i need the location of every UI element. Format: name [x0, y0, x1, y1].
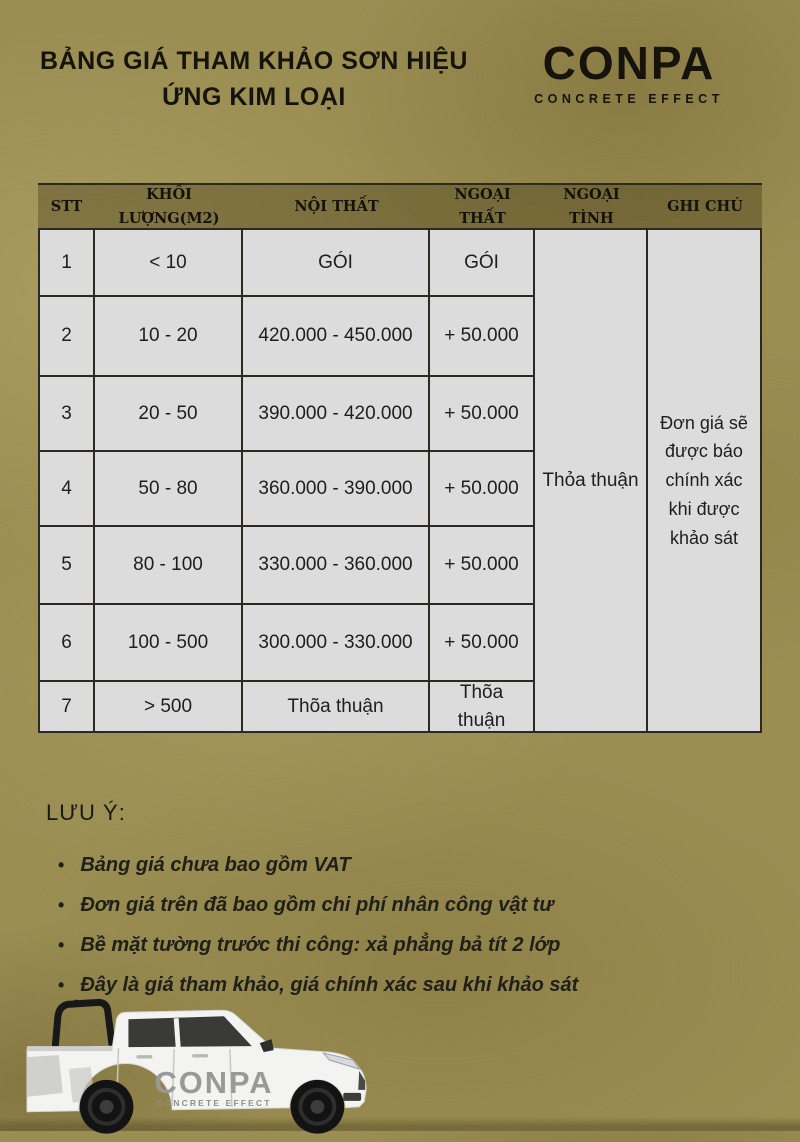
- cell-stt: 1: [38, 228, 95, 297]
- cell-stt: 7: [38, 682, 95, 733]
- cell-ngoai-that: + 50.000: [430, 605, 535, 682]
- cell-noi-that: 360.000 - 390.000: [243, 452, 430, 527]
- page-title-line1: BẢNG GIÁ THAM KHẢO SƠN HIỆU: [40, 47, 468, 75]
- cell-ngoai-tinh-merged: Thỏa thuận: [535, 228, 648, 733]
- notes-list: [46, 854, 706, 997]
- pickup-truck-illustration: [25, 997, 393, 1137]
- cell-khoi-luong: < 10: [95, 228, 243, 297]
- truck-rear-wheel: [80, 1080, 134, 1134]
- col-header-ngoai-tinh: NGOẠI TÌNH: [535, 183, 648, 228]
- cell-noi-that: GÓI: [243, 228, 430, 297]
- notes-heading: LƯU Ý:: [46, 800, 126, 825]
- cell-khoi-luong: 10 - 20: [95, 297, 243, 377]
- truck-camo-patch: [27, 1055, 63, 1097]
- truck-bed-rail: [27, 1046, 113, 1051]
- cell-noi-that: 300.000 - 330.000: [243, 605, 430, 682]
- col-header-ngoai-that: NGOẠI THẤT: [430, 183, 535, 228]
- truck-brand-text: CONPA: [154, 1064, 274, 1100]
- price-table: [38, 183, 762, 733]
- truck-b-pillar: [176, 1018, 178, 1047]
- logo-tagline: CONCRETE EFFECT: [534, 91, 724, 106]
- cell-khoi-luong: > 500: [95, 682, 243, 733]
- cell-stt: 6: [38, 605, 95, 682]
- truck-roll-bar: [55, 1002, 113, 1051]
- truck-bumper-vent: [343, 1093, 361, 1101]
- cell-ghi-chu-merged: Đơn giá sẽ được báo chính xác khi được khảo sát: [648, 228, 762, 733]
- truck-door-handle: [192, 1054, 208, 1057]
- cell-ngoai-that: Thõa thuận: [430, 682, 535, 733]
- cell-stt: 5: [38, 527, 95, 605]
- cell-noi-that: Thõa thuận: [243, 682, 430, 733]
- truck-tagline-text: CONCRETE EFFECT: [156, 1097, 272, 1108]
- cell-noi-that: 330.000 - 360.000: [243, 527, 430, 605]
- cell-khoi-luong: 50 - 80: [95, 452, 243, 527]
- truck-image: [25, 997, 393, 1137]
- cell-ngoai-that: + 50.000: [430, 452, 535, 527]
- cell-ngoai-that: GÓI: [430, 228, 535, 297]
- brand-logo: [518, 38, 740, 106]
- cell-noi-that: 420.000 - 450.000: [243, 297, 430, 377]
- cell-ngoai-that: + 50.000: [430, 297, 535, 377]
- page-title: [38, 44, 470, 115]
- notes-section: [46, 800, 706, 1014]
- cell-khoi-luong: 80 - 100: [95, 527, 243, 605]
- cell-khoi-luong: 20 - 50: [95, 377, 243, 452]
- col-header-ghi-chu: GHI CHÚ: [648, 183, 762, 228]
- cell-stt: 3: [38, 377, 95, 452]
- page-title-line2: ỨNG KIM LOẠI: [162, 82, 346, 111]
- cell-stt: 2: [38, 297, 95, 377]
- cell-noi-that: 390.000 - 420.000: [243, 377, 430, 452]
- cell-ngoai-that: + 50.000: [430, 377, 535, 452]
- cell-ngoai-that: + 50.000: [430, 527, 535, 605]
- logo-wordmark: CONPA: [542, 37, 716, 89]
- note-item: • Đơn giá trên đã bao gồm chi phí nhân công vật tư: [58, 894, 706, 917]
- col-header-noi-that: NỘI THẤT: [243, 183, 430, 228]
- note-item: • Đây là giá tham khảo, giá chính xác sau khi khảo sát: [58, 974, 706, 997]
- truck-front-wheel: [291, 1080, 345, 1134]
- col-header-khoi-luong: KHỐI LƯỢNG(M2): [95, 183, 243, 228]
- col-header-stt: STT: [38, 183, 95, 228]
- note-item: • Bề mặt tường trước thi công: xả phẳng bả tít 2 lớp: [58, 934, 706, 957]
- note-item: • Bảng giá chưa bao gồm VAT: [58, 854, 706, 877]
- truck-door-handle: [136, 1055, 152, 1058]
- cell-stt: 4: [38, 452, 95, 527]
- cell-khoi-luong: 100 - 500: [95, 605, 243, 682]
